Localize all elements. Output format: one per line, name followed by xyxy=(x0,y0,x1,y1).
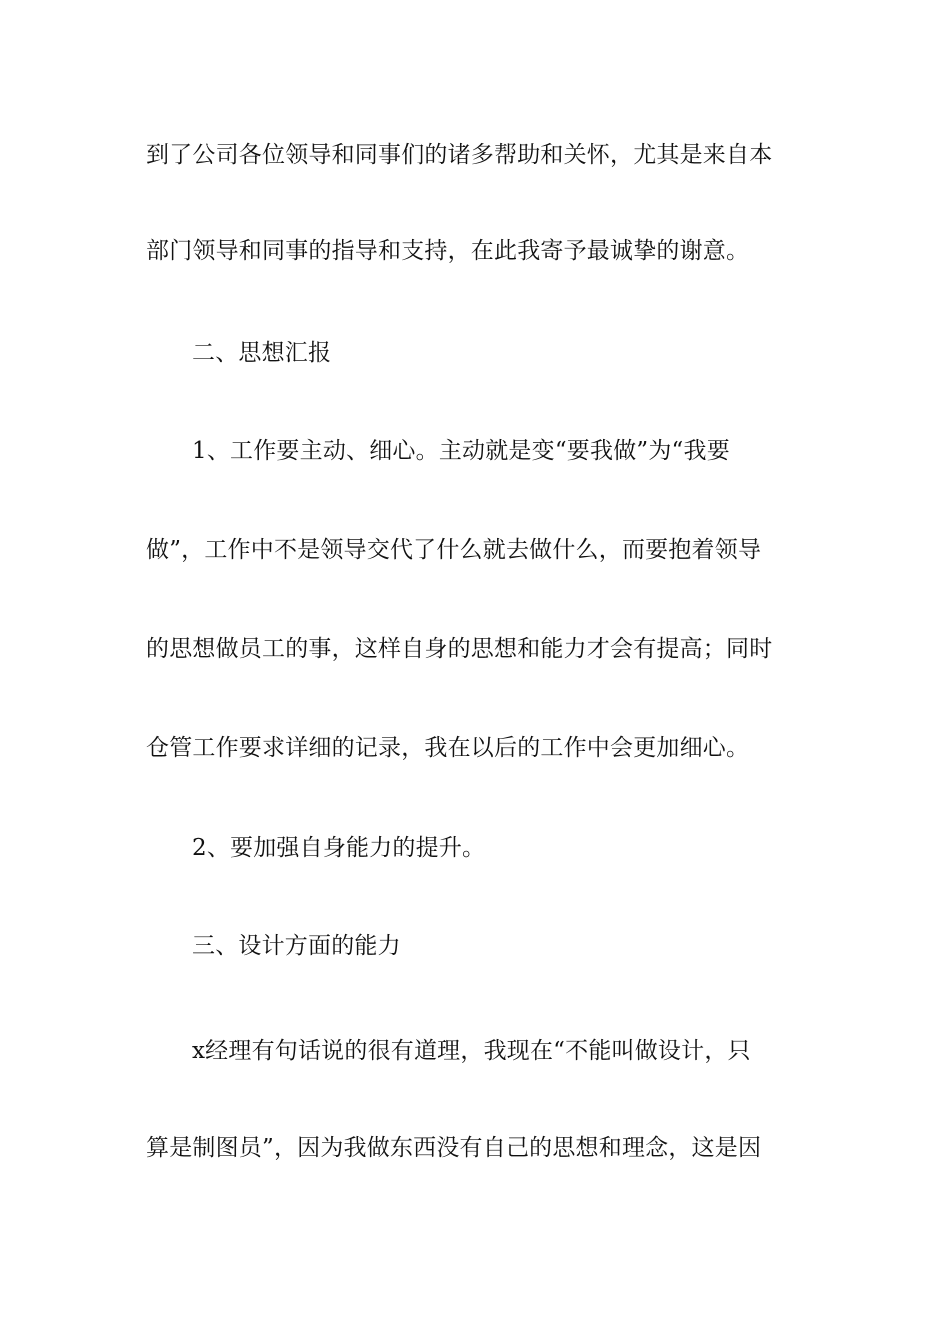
body-text-line: 1、工作要主动、细心。主动就是变“要我做”为“我要 xyxy=(192,438,730,464)
section-heading: 三、设计方面的能力 xyxy=(192,933,401,959)
body-text-line: 算是制图员”，因为我做东西没有自己的思想和理念，这是因 xyxy=(146,1135,762,1161)
section-heading: 二、思想汇报 xyxy=(192,340,332,366)
body-text-line: 2、要加强自身能力的提升。 xyxy=(192,835,486,861)
body-text-line: 仓管工作要求详细的记录，我在以后的工作中会更加细心。 xyxy=(146,735,750,761)
body-text-line: 部门领导和同事的指导和支持，在此我寄予最诚挚的谢意。 xyxy=(146,238,750,264)
body-text-line: 做”，工作中不是领导交代了什么就去做什么，而要抱着领导 xyxy=(146,537,762,563)
body-text-line: 到了公司各位领导和同事们的诸多帮助和关怀，尤其是来自本 xyxy=(146,142,773,168)
body-text-line: 的思想做员工的事，这样自身的思想和能力才会有提高；同时 xyxy=(146,636,773,662)
body-text-line: x经理有句话说的很有道理，我现在“不能叫做设计，只 xyxy=(192,1038,751,1064)
